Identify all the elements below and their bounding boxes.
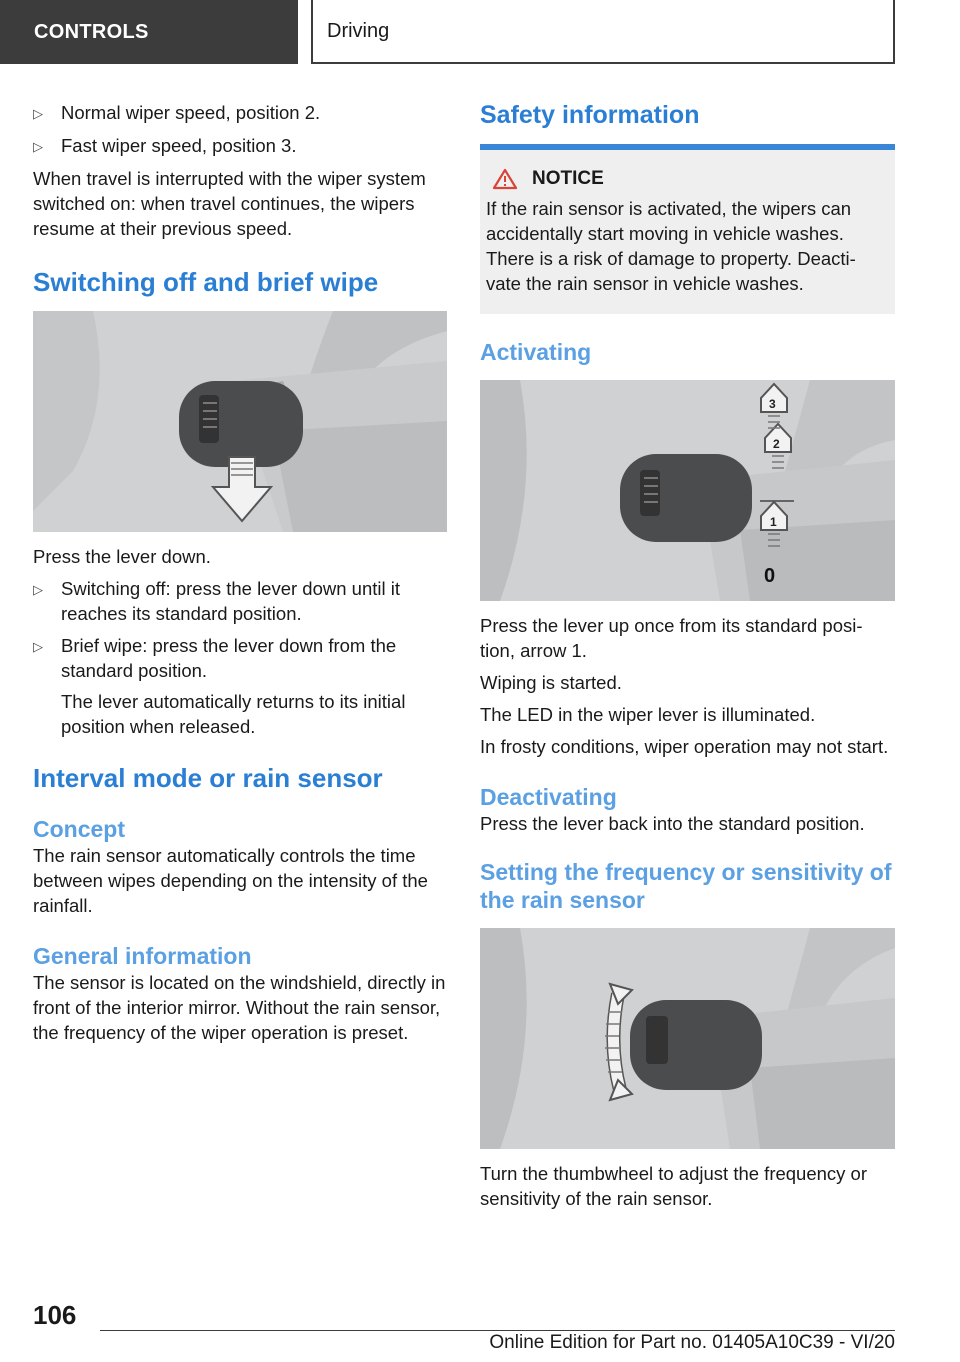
list-item: [33, 576, 447, 626]
paragraph: The sensor is located on the windshield, directly in front of the interior mirror. Without the rain sensor, the frequency of the wiper operation is preset.: [33, 972, 446, 1043]
edition-footer: Online Edition for Part no. 01405A10C39 - VI/20: [489, 1332, 895, 1353]
lever-illustration: [33, 311, 447, 532]
subsection-heading: Deactivating: [480, 784, 617, 810]
thumbwheel-image: [480, 928, 895, 1149]
arrow-label: 1: [770, 515, 777, 529]
triangle-bullet-icon: ▷: [33, 106, 43, 121]
arrow-label: 2: [773, 437, 780, 451]
bullet-text: Normal wiper speed, position 2.: [61, 102, 321, 123]
bullet-text: Brief wipe: press the lever down from the standard position.: [61, 635, 397, 681]
paragraph: The lever automatically returns to its initial position when released.: [61, 691, 406, 737]
paragraph: When travel is interrupted with the wiper system switched on: when travel continues, the wipers resume at their previous speed.: [33, 168, 426, 239]
subsection-heading: Activating: [480, 339, 592, 365]
bullet-text: Fast wiper speed, position 3.: [61, 135, 297, 156]
paragraph: Press the lever up once from its standard posi‐tion, arrow 1.: [480, 615, 863, 661]
section-heading: Interval mode or rain sensor: [33, 763, 383, 793]
lever-up-image: [480, 380, 895, 601]
right-column: [480, 100, 895, 1211]
lever-positions-illustration: [480, 380, 895, 601]
warning-triangle-icon: [492, 168, 518, 190]
section-heading: Safety information: [480, 101, 700, 129]
paragraph: The rain sensor automatically controls the time between wipes depending on the intensity of the rainfall.: [33, 845, 428, 916]
notice-label: NOTICE: [532, 168, 604, 189]
section-header: [311, 0, 895, 64]
subsection-heading: Setting the frequency or sensitivity of the rain sensor: [480, 859, 892, 913]
list-item: [33, 133, 447, 159]
triangle-bullet-icon: ▷: [33, 139, 43, 154]
page-number: 106: [33, 1300, 77, 1330]
arrow-label: 3: [769, 397, 776, 411]
paragraph: Press the lever back into the standard position.: [480, 813, 865, 834]
section-label: Driving: [327, 19, 390, 42]
subsection-heading: Concept: [33, 816, 125, 842]
notice-text: If the rain sensor is activated, the wipers can accidentally start moving in vehicle washes. There is a risk of damage to property. Deacti‐vate the rain sensor in vehicle washes.: [486, 198, 856, 294]
chapter-label: CONTROLS: [34, 20, 149, 43]
chapter-tab: [0, 0, 298, 64]
paragraph: Press the lever down.: [33, 546, 211, 567]
paragraph: Turn the thumbwheel to adjust the frequency or sensitivity of the rain sensor.: [480, 1163, 868, 1209]
list-item: [33, 633, 447, 683]
left-column: [33, 100, 447, 1045]
notice-box: [480, 144, 895, 314]
bullet-text: Switching off: press the lever down until it reaches its standard position.: [61, 578, 400, 624]
subsection-heading: General information: [33, 943, 252, 969]
lever-down-image: [33, 311, 447, 532]
paragraph: The LED in the wiper lever is illuminated.: [480, 704, 816, 725]
triangle-bullet-icon: ▷: [33, 639, 43, 654]
paragraph: In frosty conditions, wiper operation may not start.: [480, 736, 889, 757]
list-item: [33, 100, 447, 126]
arrow-label: 0: [764, 565, 776, 587]
footer-divider: [100, 1330, 895, 1331]
triangle-bullet-icon: ▷: [33, 582, 43, 597]
paragraph: Wiping is started.: [480, 672, 622, 693]
notice-title: [486, 168, 885, 190]
section-heading: Switching off and brief wipe: [33, 267, 379, 297]
thumbwheel-illustration: [480, 928, 895, 1149]
